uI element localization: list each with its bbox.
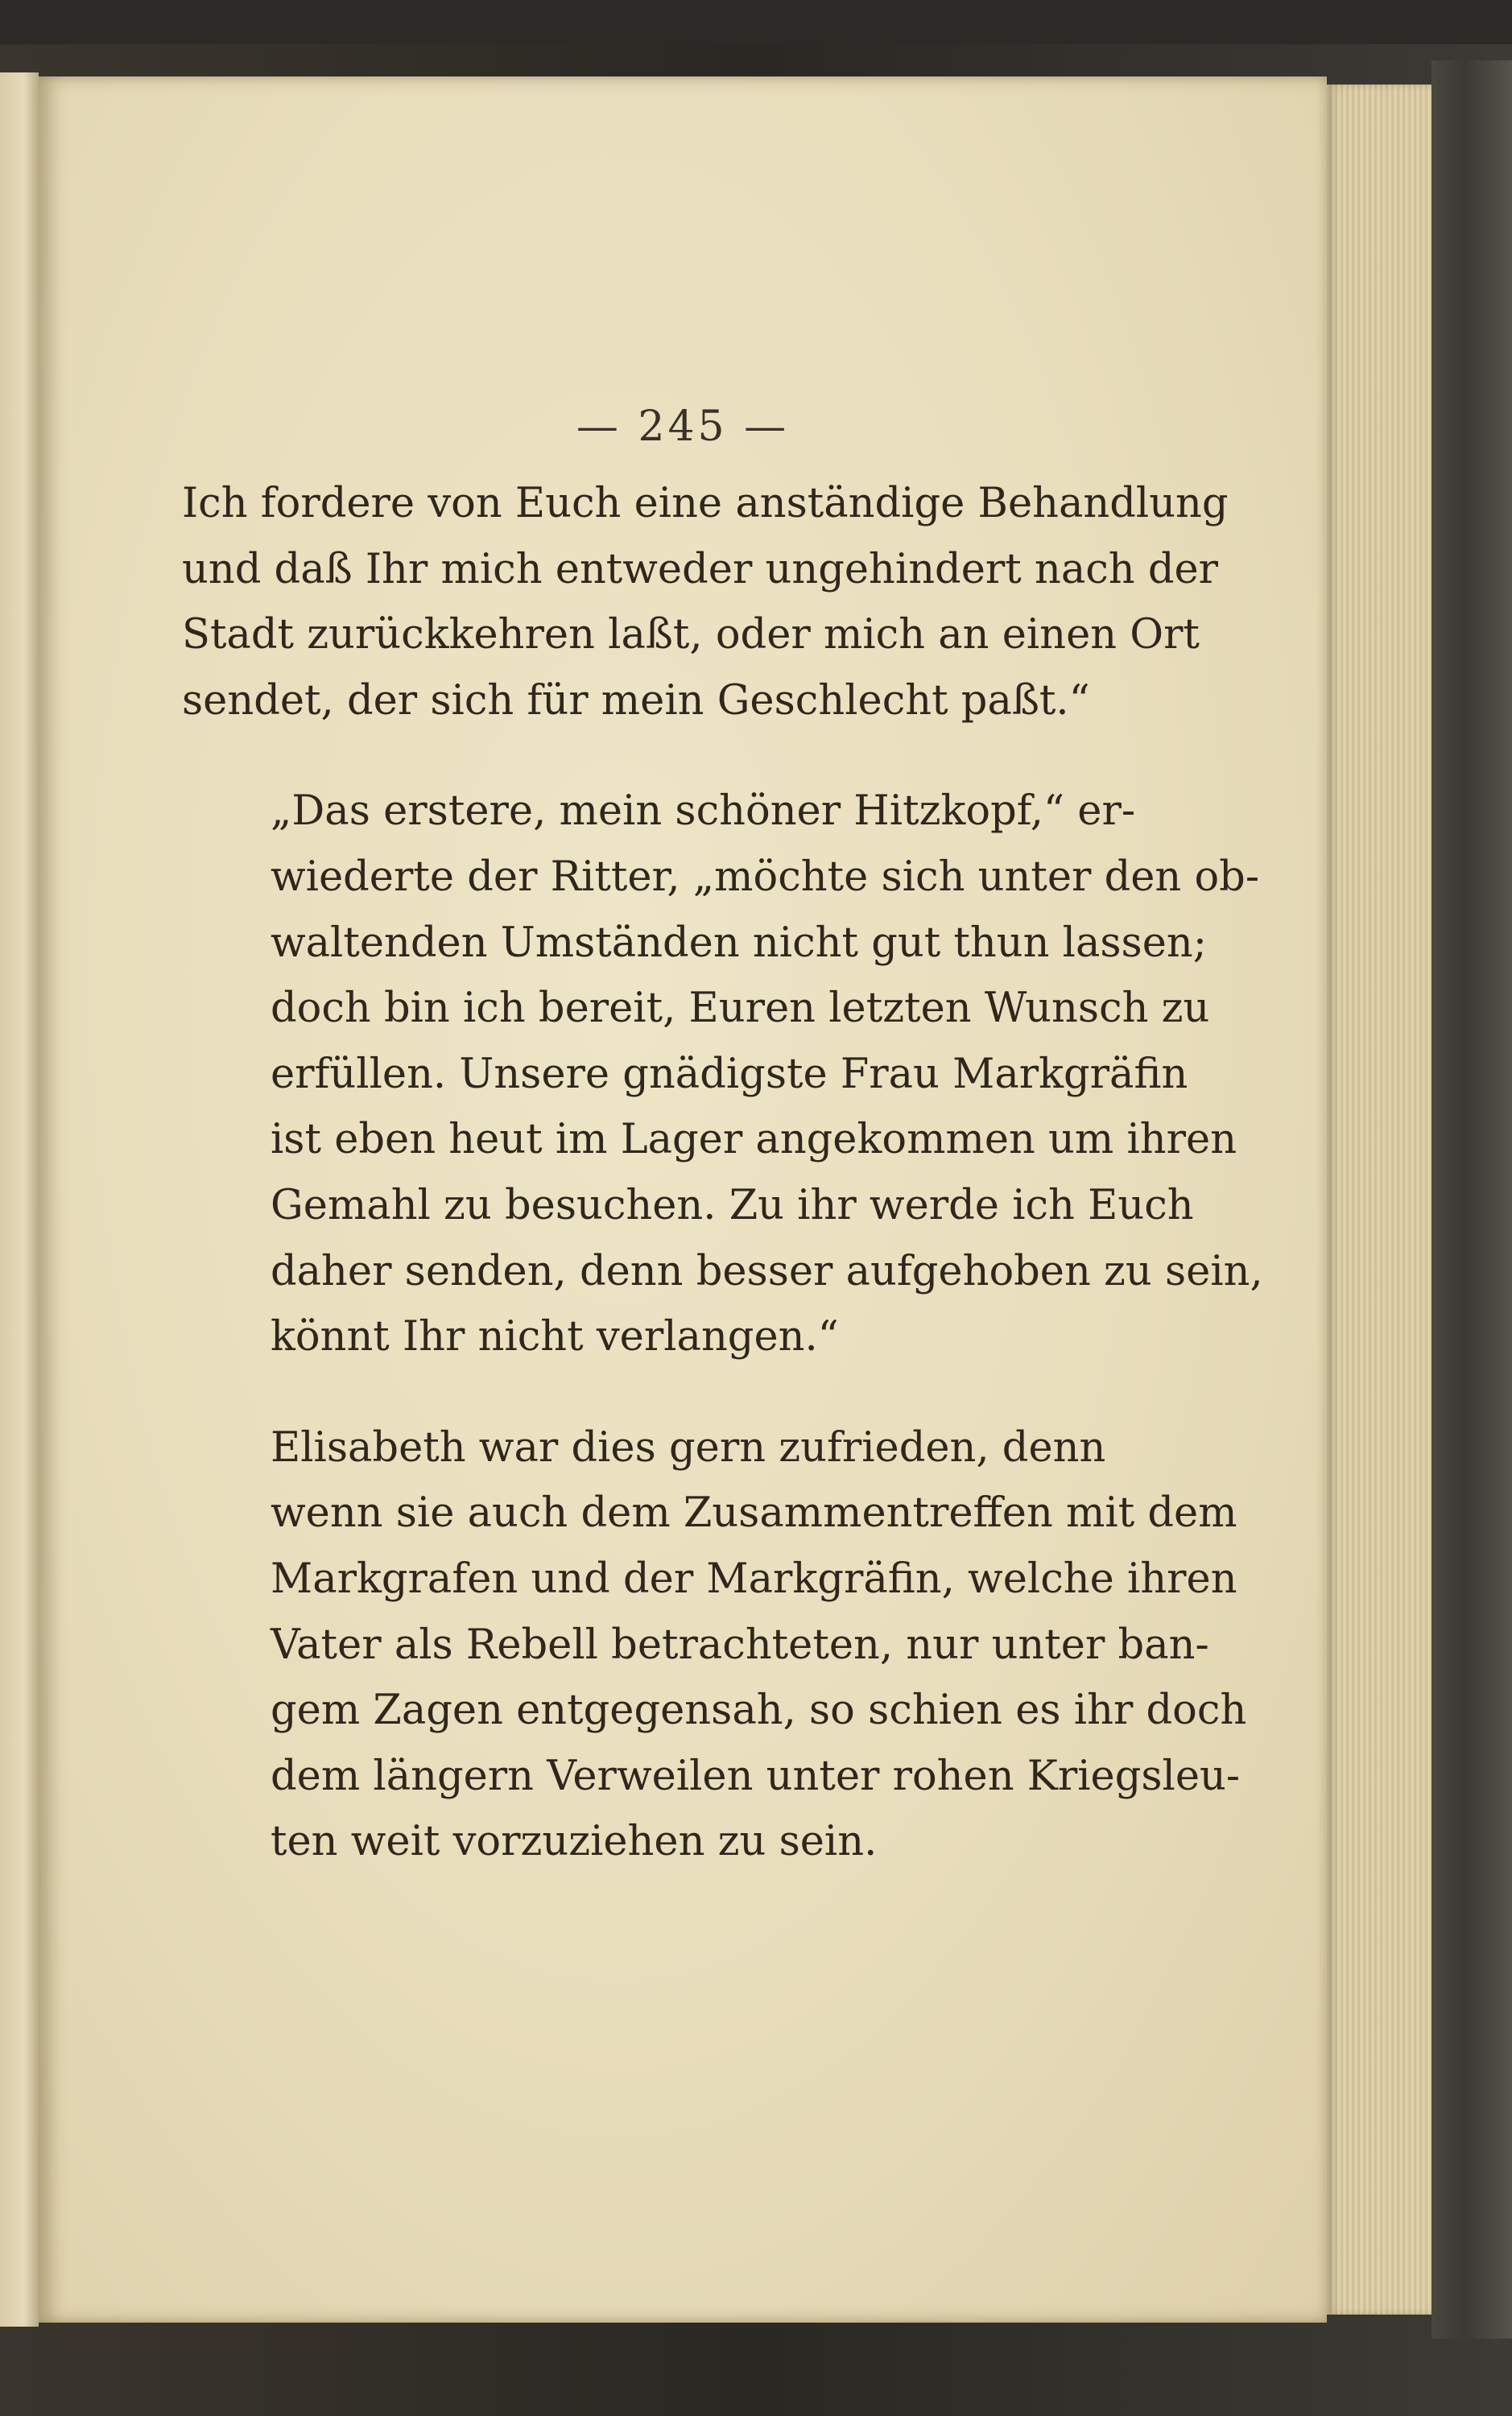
text-line: könnt Ihr nicht verlangen.“ [271,1313,839,1361]
facing-page-edge [0,72,39,2327]
text-line: waltenden Umständen nicht gut thun lassen; [271,919,1207,967]
text-line: Markgrafen und der Markgräfin, welche ihren [271,1555,1237,1603]
text-line: gem Zagen entgegensah, so schien es ihr doch [271,1687,1247,1735]
page-stack-edge [1327,85,1431,2315]
text-line: Gemahl zu besuchen. Zu ihr werde ich Euch [271,1181,1194,1229]
text-line: ist eben heut im Lager angekommen um ihren [271,1116,1237,1164]
text-line: Vater als Rebell betrachteten, nur unter ban- [271,1621,1209,1669]
text-line: ten weit vorzuziehen zu sein. [271,1818,878,1866]
text-line: wiederte der Ritter, „möchte sich unter den ob- [271,853,1260,901]
text-line: Ich fordere von Euch eine anständige Behandlung [182,480,1229,527]
text-line: dem längern Verweilen unter rohen Kriegsleu- [271,1752,1241,1800]
text-line: und daß Ihr mich entweder ungehindert nach der [182,545,1219,593]
text-line: „Das erstere, mein schöner Hitzkopf,“ er- [271,787,1136,836]
back-board [1431,60,1512,2339]
paragraph-3 [182,1415,1247,1875]
text-line: Stadt zurückkehren laßt, oder mich an einen Ort [182,611,1200,659]
text-line: erfüllen. Unsere gnädigste Frau Markgräfin [271,1050,1188,1098]
body-text [182,471,1263,1875]
text-line: Elisabeth war dies gern zufrieden, denn [271,1423,1106,1472]
text-line: sendet, der sich für mein Geschlecht paßt.“ [182,676,1090,725]
text-line: doch bin ich bereit, Euren letzten Wunsch zu [271,985,1210,1033]
paragraph-2 [182,778,1263,1369]
page-header: — 245 — [576,403,790,451]
text-line: wenn sie auch dem Zusammentreffen mit dem [271,1489,1237,1538]
paragraph-1 [182,471,1229,733]
text-line: daher senden, denn besser aufgehoben zu sein, [271,1247,1263,1295]
